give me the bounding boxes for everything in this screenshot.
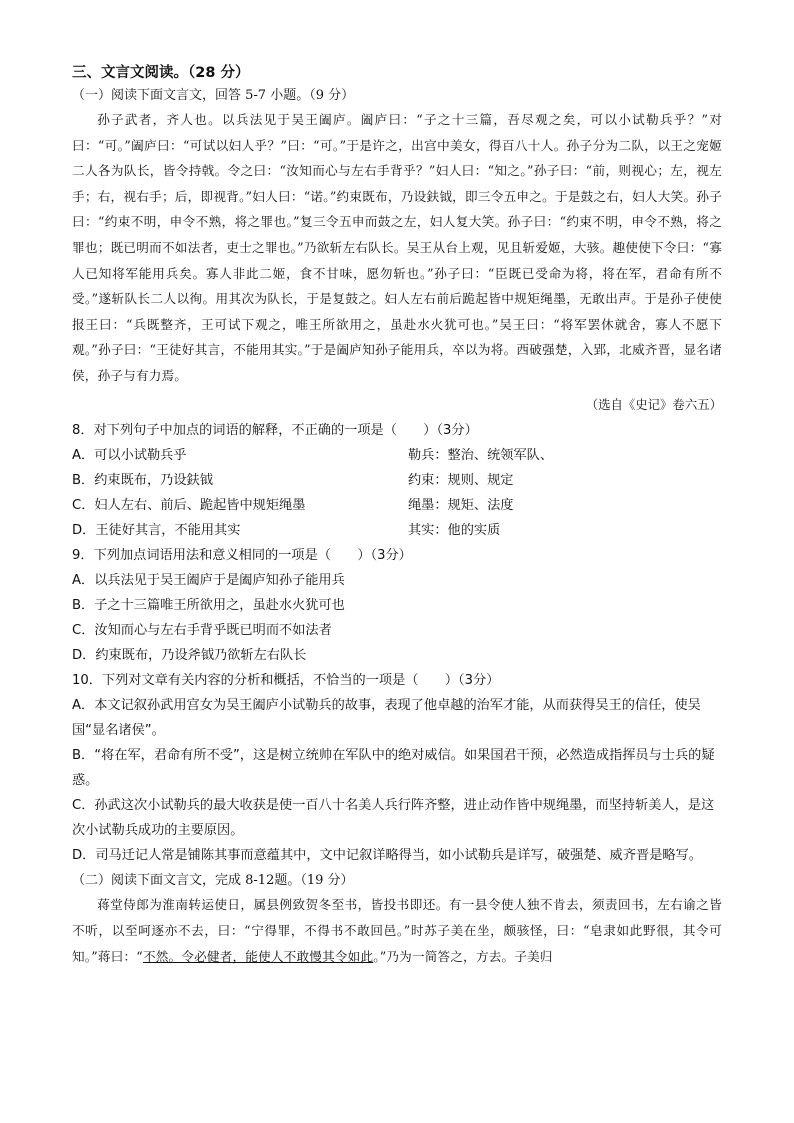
question-8-stem: 8．对下列句子中加点的词语的解释，不正确的一项是（ ）（3分） [72,422,478,438]
question-10 [72,668,722,868]
passage-2 [72,892,722,970]
question-8-option-d [72,518,722,543]
section-title: 三、文言文阅读。（28 分） [72,65,250,81]
question-10-option-d: D．司马迁记人常是铺陈其事而意蕴其中，文中记叙详略得当，如小试勒兵是详写，破强楚、威齐晋是略写。 [72,847,702,863]
question-9 [72,543,722,668]
question-9-stem: 9．下列加点词语用法和意义相同的一项是（ ）（3分） [72,547,412,563]
question-8 [72,418,722,543]
passage-1 [72,107,722,389]
question-10-stem: 10．下列对文章有关内容的分析和概括，不恰当的一项是（ ）（3分） [72,672,500,688]
option-right: 勒兵：整治、统领军队、 [408,447,554,463]
option-right: 约束：规则、规定 [408,472,514,488]
exam-page [72,62,722,970]
passage-1-text: 孙子武者，齐人也。以兵法见于吴王阖庐。阖庐曰：“子之十三篇，吾尽观之矣，可以小试勒兵乎？”对曰：“可。”阖庐曰：“可试以妇人乎？”曰：“可。”于是许之，出宫中美女，得百八十人。孙子分为二队，以王之宠姬二人各为队长，皆令持戟。令之曰：“汝知而心与左右手背乎？”妇人曰：“知之。”孙子曰：“前，则视心；左，视左手；右，视右手；后，即视背。”妇人曰：“诺。”约束既布，乃设鈇钺，即三令五申之。于是鼓之右，妇人大笑。孙子曰：“约束不明，申令不熟，将之罪也。”复三令五申而鼓之左，妇人复大笑。孙子曰：“约束不明，申令不熟，将之罪也；既已明而不如法者，吏士之罪也。”乃欲斩左右队长。吴王从台上观，见且斩爱姬，大骇。趣使使下令曰：“寡人已知将军能用兵矣。寡人非此二姬，食不甘味，愿勿斩也。”孙子曰：“臣既已受命为将，将在军，君命有所不受。”遂斩队长二人以徇。用其次为队长，于是复鼓之。妇人左右前后跪起皆中规矩绳墨，无敢出声。于是孙子使使报王曰：“兵既整齐，王可试下观之，唯王所欲用之，虽赴水火犹可也。”吴王曰：“将军罢休就舍，寡人不愿下观。”孙子曰：“王徒好其言，不能用其实。”于是阖庐知孙子能用兵，卒以为将。西破强楚，入郢，北威齐晋，显名诸侯，孙子与有力焉。 [72,112,722,383]
question-8-option-c [72,493,722,518]
question-10-option-a: A．本文记叙孙武用宫女为吴王阖庐小试勒兵的故事，表现了他卓越的治军才能，从而获得吴王的信任，使吴国“显名诸侯”。 [72,697,701,738]
passage-1-source: （选自《史记》卷六五） [585,396,722,412]
passage-2-text-after: 。”乃为一简答之，方去。子美归 [373,948,553,964]
option-right: 其实：他的实质 [408,522,501,538]
question-9-option-c: C．汝知而心与左右手背乎既已明而不如法者 [72,622,332,638]
passage-2-underlined-sentence: 不然。令必健者，能使人不敢慢其令如此 [142,948,374,964]
question-9-option-b: B．子之十三篇唯王所欲用之，虽赴水火犹可也 [72,597,345,613]
question-10-option-c: C．孙武这次小试勒兵的最大收获是使一百八十名美人兵行阵齐整，进止动作皆中规绳墨，而坚持斩美人，是这次小试勒兵成功的主要原因。 [72,797,715,838]
part2-heading: （二）阅读下面文言文，完成 8-12题。（19 分） [72,872,354,888]
question-8-option-a [72,443,722,468]
question-10-option-b: B．“将在军，君命有所不受”，这是树立统帅在军队中的绝对威信。如果国君干预，必然造成指挥员与士兵的疑惑。 [72,747,715,788]
passage-2-text [72,892,722,970]
option-left: B．约束既布，乃设鈇钺 [72,472,213,488]
option-right: 绳墨：规矩、法度 [408,497,514,513]
question-9-option-d: D．约束既布，乃设斧钺乃欲斩左右队长 [72,647,307,663]
option-left: C．妇人左右、前后、跪起皆中规矩绳墨 [72,497,306,513]
option-left: A．可以小试勒兵乎 [72,447,187,463]
passage-2-text-before: 蒋堂侍郎为淮南转运使日，属县例致贺冬至书，皆投书即还。有一县令使人独不肯去，须责回书，左右谕之皆不听，以至呵逐亦不去，曰：“宁得罪，不得书不敢回邑。”时苏子美在坐，颇骇怪，曰：“皂隶如此野很，其令可知。”蒋曰：“ [72,896,722,964]
option-left: D．王徒好其言，不能用其实 [72,522,241,538]
question-9-option-a: A．以兵法见于吴王阖庐于是阖庐知孙子能用兵 [72,572,345,588]
part1-heading: （一）阅读下面文言文，回答 5-7 小题。（9 分） [72,88,355,103]
question-8-option-b [72,468,722,493]
